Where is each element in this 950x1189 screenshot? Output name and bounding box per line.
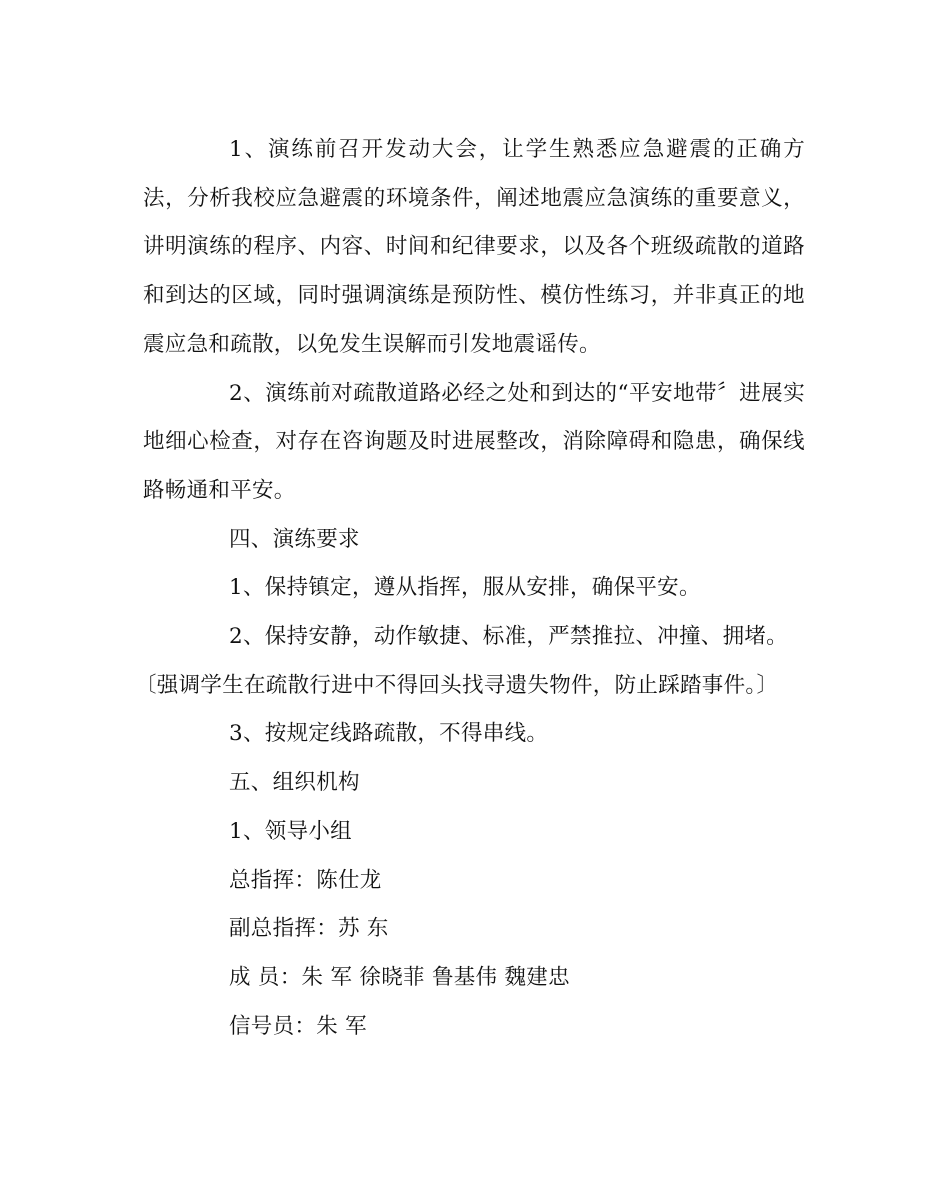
role-members: 成 员：朱 军 徐晓菲 鲁基伟 魏建忠 bbox=[229, 964, 570, 990]
paragraph-route-inspection: 2、演练前对疏散道路必经之处和到达的“平安地带〞进展实地细心检查，对存在咨询题及时进展整改，消除障碍和隐患，确保线路畅通和平安。 bbox=[143, 380, 805, 503]
requirement-item-1: 1、保持镇定，遵从指挥，服从安排，确保平安。 bbox=[229, 575, 701, 601]
role-commander-in-chief: 总指挥：陈仕龙 bbox=[229, 867, 382, 893]
document-body bbox=[135, 126, 805, 1051]
role-signalman: 信号员：朱 军 bbox=[229, 1013, 367, 1039]
paragraph-mobilization-meeting: 1、演练前召开发动大会，让学生熟悉应急避震的正确方法，分析我校应急避震的环境条件，阐述地震应急演练的重要意义，讲明演练的程序、内容、时间和纪律要求，以及各个班级疏散的道路和到达的区域，同时强调演练是预防性、模仿性练习，并非真正的地震应急和疏散，以免发生误解而引发地震谣传。 bbox=[143, 137, 805, 357]
subsection-leadership-group: 1、领导小组 bbox=[229, 818, 352, 844]
role-deputy-commander: 副总指挥：苏 东 bbox=[229, 916, 389, 942]
section-heading-drill-requirements: 四、演练要求 bbox=[229, 526, 360, 552]
requirement-item-2-note: 〔强调学生在疏散行进中不得回头找寻遗失物件，防止踩踏事件。〕 bbox=[135, 672, 779, 698]
requirement-item-3: 3、按规定线路疏散，不得串线。 bbox=[229, 721, 549, 747]
requirement-item-2: 2、保持安静，动作敏捷、标准，严禁推拉、冲撞、拥堵。 bbox=[229, 624, 788, 650]
section-heading-organization: 五、组织机构 bbox=[229, 770, 360, 796]
